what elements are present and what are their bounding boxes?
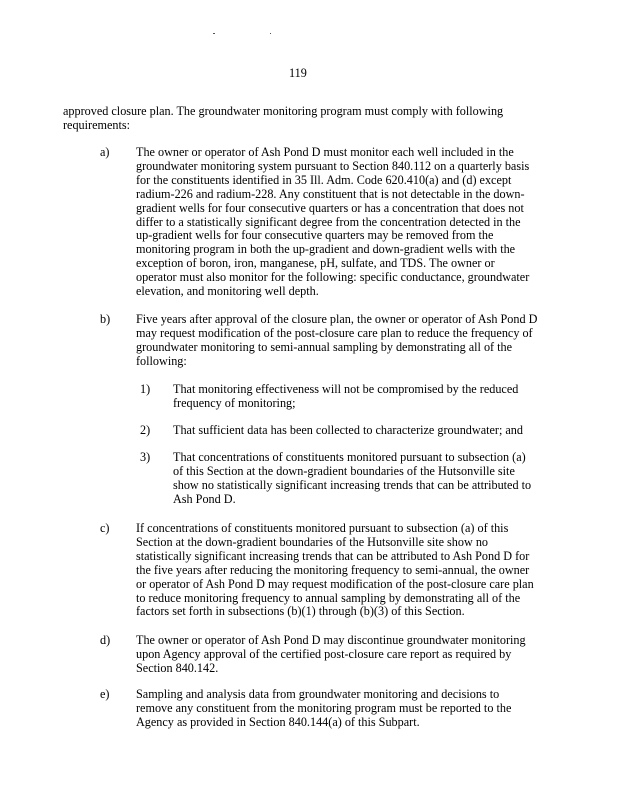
text-line: The owner or operator of Ash Pond D must monitor each well included in the [136,145,514,159]
text-line: may request modification of the post-closure care plan to reduce the frequency of [136,325,533,340]
item-label: d) [100,633,111,647]
item-c-text [136,522,534,619]
text-line: exception of boron, iron, manganese, pH, sulfate, and TDS. The owner or [136,256,495,271]
subitem-1-text [173,383,518,411]
item-label: e) [100,687,110,701]
text-line: Five years after approval of the closure plan, the owner or operator of Ash Pond D [136,312,538,326]
scan-artifact [213,33,215,34]
item-d-text [136,634,526,676]
text-line: factors set forth in subsections (b)(1) through (b)(3) of this Section. [136,604,465,619]
text-line: the five years after reducing the monitoring frequency to semi-annual, the owner [136,562,530,577]
item-label: b) [100,312,111,326]
item-label: a) [100,145,110,159]
text-line: Ash Pond D. [173,491,236,506]
text-line: Sampling and analysis data from groundwater monitoring and decisions to [136,687,500,701]
text-line: of this Section at the down-gradient boundaries of the Hutsonville site [173,463,515,478]
page-number: 119 [289,66,307,80]
text-line: for the constituents identified in 35 Ill. Adm. Code 620.410(a) and (d) except [136,172,512,187]
text-line: That monitoring effectiveness will not be compromised by the reduced [173,382,519,396]
text-line: The owner or operator of Ash Pond D may discontinue groundwater monitoring [136,633,526,647]
text-line: elevation, and monitoring well depth. [136,284,319,299]
subitem-label: 3) [140,450,151,464]
text-line: up-gradient wells for four consecutive quarters may be removed from the [136,228,494,243]
item-e-text [136,688,511,730]
text-line: requirements: [63,117,131,132]
item-b-text [136,313,537,369]
text-line: If concentrations of constituents monitored pursuant to subsection (a) of this [136,521,509,535]
text-line: That sufficient data has been collected to characterize groundwater; and [173,423,523,437]
text-line: following: [136,353,187,368]
text-line: Section 840.142. [136,660,219,675]
text-line: Section at the down-gradient boundaries of the Hutsonville site show no [136,534,489,549]
text-line: differ to a statistically significant degree from the concentration detected in the [136,214,521,229]
text-line: remove any constituent from the monitoring program must be reported to the [136,700,512,715]
text-line: monitoring program in both the up-gradient and down-gradient wells with the [136,242,516,257]
item-label: c) [100,521,110,535]
intro-paragraph [63,105,503,133]
subitem-label: 2) [140,423,151,437]
subitem-label: 1) [140,382,151,396]
text-line: statistically significant increasing trends that can be attributed to Ash Pond D for [136,548,530,563]
text-line: groundwater monitoring system pursuant to Section 840.112 on a quarterly basis [136,158,530,173]
scan-artifact [270,33,271,34]
text-line: Agency as provided in Section 840.144(a) of this Subpart. [136,714,420,729]
subitem-2-text [173,424,523,438]
text-line: operator must also monitor for the following: specific conductance, groundwater [136,270,530,285]
item-a-text [136,146,529,299]
text-line: That concentrations of constituents monitored pursuant to subsection (a) [173,450,526,464]
text-line: gradient wells for four consecutive quarters or has a concentration that does not [136,200,524,215]
text-line: frequency of monitoring; [173,395,296,410]
text-line: radium-226 and radium-228. Any constituent that is not detectable in the down- [136,186,525,201]
text-line: groundwater monitoring to semi-annual sampling by demonstrating all of the [136,339,513,354]
text-line: upon Agency approval of the certified post-closure care report as required by [136,646,512,661]
text-line: show no statistically significant increasing trends that can be attributed to [173,477,532,492]
subitem-3-text [173,451,531,507]
text-line: or operator of Ash Pond D may request modification of the post-closure care plan [136,576,534,591]
text-line: to reduce monitoring frequency to annual sampling by demonstrating all of the [136,590,521,605]
text-line: approved closure plan. The groundwater monitoring program must comply with following [63,104,504,118]
